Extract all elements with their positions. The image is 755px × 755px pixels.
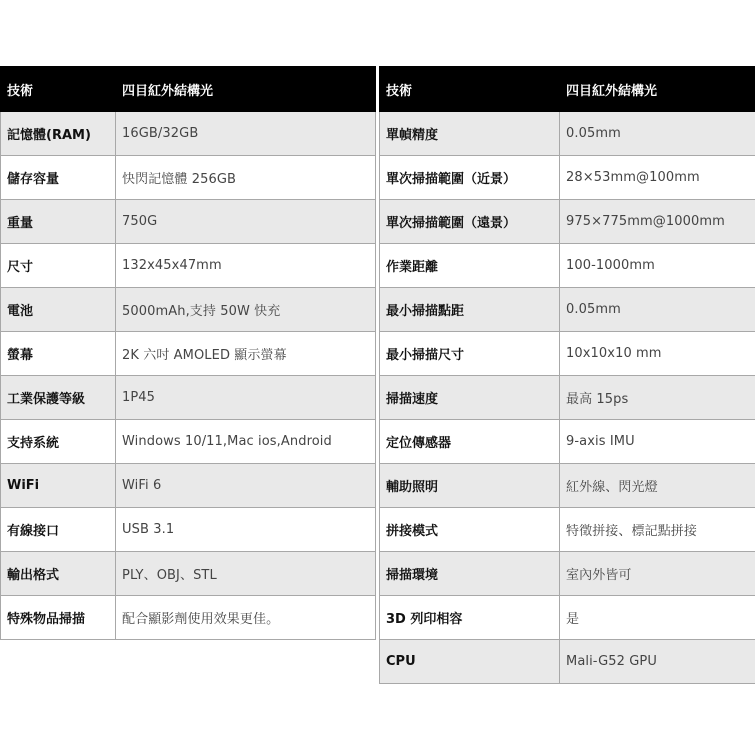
spec-value: WiFi 6 <box>116 464 376 508</box>
table-row <box>1 596 376 640</box>
table-row <box>380 640 755 684</box>
spec-label: 最小掃描點距 <box>380 288 560 332</box>
spec-label: WiFi <box>1 464 116 508</box>
spec-label: 記憶體(RAM) <box>1 112 116 156</box>
table-row <box>1 552 376 596</box>
spec-value: 0.05mm <box>560 112 755 156</box>
table-row <box>1 464 376 508</box>
spec-label: CPU <box>380 640 560 684</box>
spec-label: 拼接模式 <box>380 508 560 552</box>
spec-label: 儲存容量 <box>1 156 116 200</box>
spec-value: PLY、OBJ、STL <box>116 552 376 596</box>
table-row <box>380 200 755 244</box>
spec-label: 工業保護等級 <box>1 376 116 420</box>
spec-label: 有線接口 <box>1 508 116 552</box>
spec-value: 0.05mm <box>560 288 755 332</box>
table-row <box>380 376 755 420</box>
table-header-row <box>380 67 755 112</box>
spec-label: 重量 <box>1 200 116 244</box>
table-row <box>1 332 376 376</box>
spec-value: 最高 15ps <box>560 376 755 420</box>
spec-value: 特徵拼接、標記點拼接 <box>560 508 755 552</box>
header-technology: 技術 <box>380 67 560 112</box>
table-row <box>380 464 755 508</box>
spec-value: 28×53mm@100mm <box>560 156 755 200</box>
table-row <box>1 508 376 552</box>
table-row <box>1 420 376 464</box>
spec-label: 最小掃描尺寸 <box>380 332 560 376</box>
table-row <box>380 332 755 376</box>
table-row <box>1 288 376 332</box>
spec-table-left <box>0 66 376 640</box>
spec-label: 尺寸 <box>1 244 116 288</box>
spec-value: 室內外皆可 <box>560 552 755 596</box>
spec-value: 2K 六吋 AMOLED 顯示螢幕 <box>116 332 376 376</box>
spec-table-right <box>379 66 755 684</box>
spec-value: 975×775mm@1000mm <box>560 200 755 244</box>
spec-value: Windows 10/11,Mac ios,Android <box>116 420 376 464</box>
spec-label: 螢幕 <box>1 332 116 376</box>
spec-value: 132x45x47mm <box>116 244 376 288</box>
table-row <box>380 288 755 332</box>
spec-value: USB 3.1 <box>116 508 376 552</box>
table-row <box>380 156 755 200</box>
spec-label: 3D 列印相容 <box>380 596 560 640</box>
spec-label: 特殊物品掃描 <box>1 596 116 640</box>
spec-value: 紅外線、閃光燈 <box>560 464 755 508</box>
table-row <box>380 112 755 156</box>
spec-value: Mali-G52 GPU <box>560 640 755 684</box>
table-row <box>380 596 755 640</box>
spec-label: 電池 <box>1 288 116 332</box>
table-row <box>1 376 376 420</box>
spec-value: 5000mAh,支持 50W 快充 <box>116 288 376 332</box>
spec-label: 輔助照明 <box>380 464 560 508</box>
spec-label: 作業距離 <box>380 244 560 288</box>
header-value: 四目紅外結構光 <box>116 67 376 112</box>
table-header-row <box>1 67 376 112</box>
header-value: 四目紅外結構光 <box>560 67 755 112</box>
spec-label: 掃描環境 <box>380 552 560 596</box>
table-row <box>380 508 755 552</box>
table-row <box>1 112 376 156</box>
header-technology: 技術 <box>1 67 116 112</box>
table-row <box>1 200 376 244</box>
spec-label: 單次掃描範圍（近景） <box>380 156 560 200</box>
table-row <box>1 156 376 200</box>
spec-value: 配合顯影劑使用效果更佳。 <box>116 596 376 640</box>
spec-label: 輸出格式 <box>1 552 116 596</box>
spec-value: 750G <box>116 200 376 244</box>
spec-value: 9-axis IMU <box>560 420 755 464</box>
spec-value: 100-1000mm <box>560 244 755 288</box>
spec-value: 是 <box>560 596 755 640</box>
table-row <box>380 420 755 464</box>
spec-label: 支持系統 <box>1 420 116 464</box>
table-row <box>1 244 376 288</box>
spec-value: 10x10x10 mm <box>560 332 755 376</box>
spec-label: 單幀精度 <box>380 112 560 156</box>
spec-label: 定位傳感器 <box>380 420 560 464</box>
spec-label: 單次掃描範圍（遠景） <box>380 200 560 244</box>
spec-label: 掃描速度 <box>380 376 560 420</box>
table-row <box>380 244 755 288</box>
table-row <box>380 552 755 596</box>
spec-value: 16GB/32GB <box>116 112 376 156</box>
spec-value: 1P45 <box>116 376 376 420</box>
spec-value: 快閃記憶體 256GB <box>116 156 376 200</box>
